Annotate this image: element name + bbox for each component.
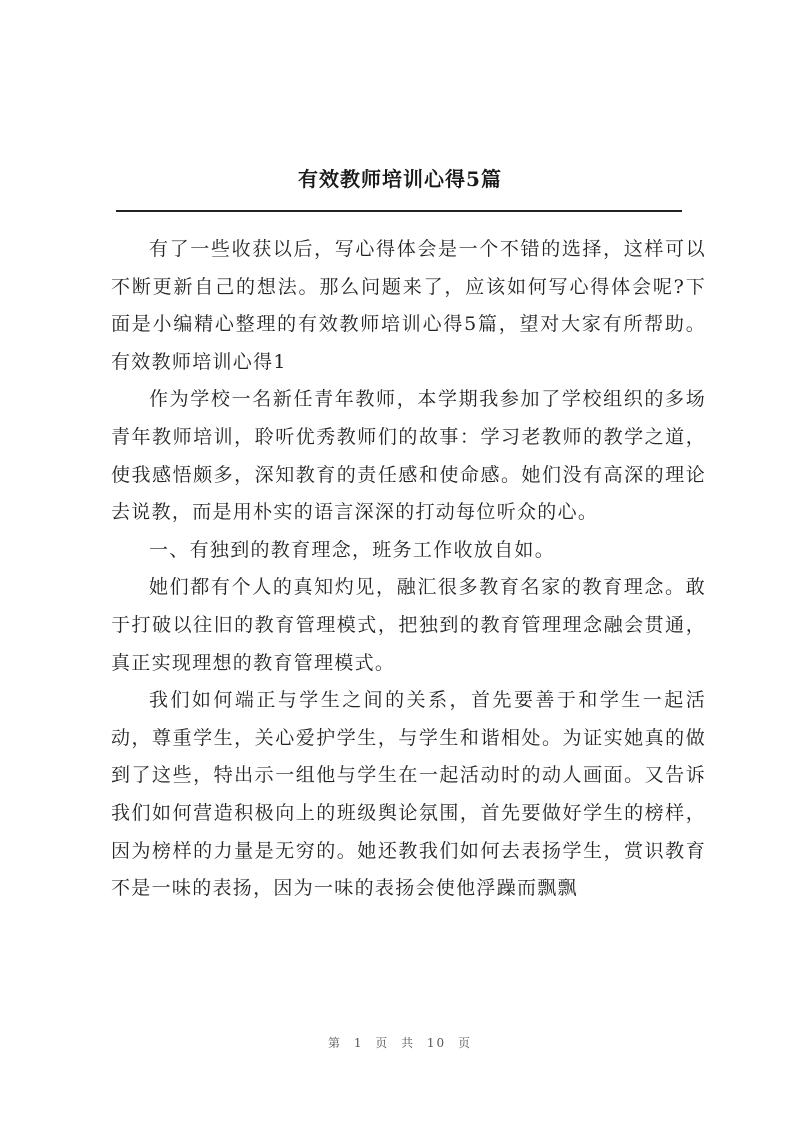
- paragraph-intro: 有了一些收获以后，写心得体会是一个不错的选择，这样可以不断更新自己的想法。那么问题来了，应该如何写心得体会呢?下面是小编精心整理的有效教师培训心得5篇，望对大家有所帮助。有效教师培训心得1: [111, 238, 706, 373]
- paragraph-3: 我们如何端正与学生之间的关系，首先要善于和学生一起活动，尊重学生，关心爱护学生，与学生和谐相处。为证实她真的做到了这些，特出示一组他与学生在一起活动时的动人画面。又告诉我们如何营造积极向上的班级舆论氛围，首先要做好学生的榜样，因为榜样的力量是无穷的。她还教我们如何去表扬学生，赏识教育不是一味的表扬，因为一味的表扬会使他浮躁而飘飘: [111, 689, 706, 900]
- section-heading-1: 一、有独到的教育理念，班务工作收放自如。: [149, 538, 556, 561]
- page-footer: 第 1 页 共 10 页: [328, 1036, 472, 1050]
- paragraph-1: 作为学校一名新任青年教师，本学期我参加了学校组织的多场青年教师培训，聆听优秀教师们的故事：学习老教师的教学之道，使我感悟颇多，深知教育的责任感和使命感。她们没有高深的理论去说教，而是用朴实的语言深深的打动每位听众的心。: [111, 388, 706, 524]
- document-title: 有效教师培训心得5篇: [298, 167, 502, 191]
- title-divider: [116, 210, 682, 212]
- paragraph-2: 她们都有个人的真知灼见，融汇很多教育名家的教育理念。敢于打破以往旧的教育管理模式，把独到的教育管理理念融会贯通，真正实现理想的教育管理模式。: [111, 576, 706, 674]
- document-body: [111, 231, 706, 908]
